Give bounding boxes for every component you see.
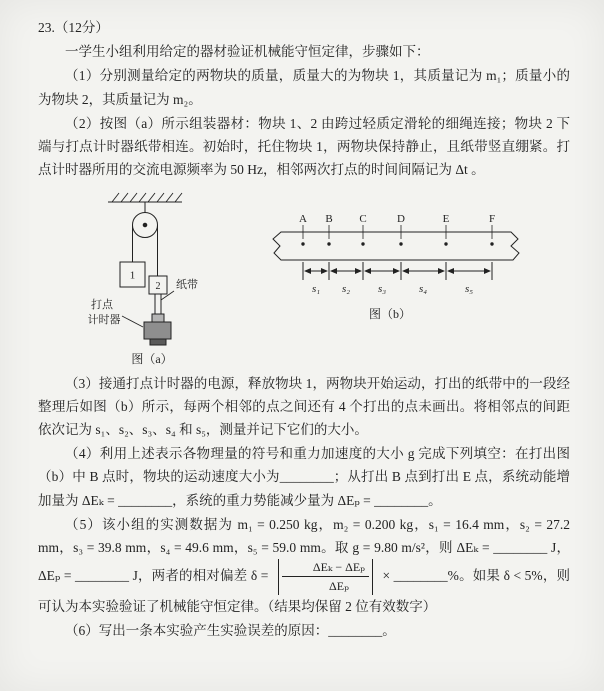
- step-5-after: × ________%。如果 δ < 5%，则可认为本实验验证了机械能守恒定律。（结果均保留 2 位有效数字）: [38, 568, 571, 614]
- figures-row: [64, 186, 570, 368]
- step-4-text: （4）利用上述表示各物理量的符号和重力加速度的大小 g 完成下列填空：在打出图（b）中 B 点时，物块的运动速度大小为________；从打出 B 点到打出 E 点，系统动能增加量为 ΔEₖ = ________，系统的重力势能减少量为 ΔEₚ = ________。: [38, 446, 570, 508]
- point-label-A: A: [299, 212, 307, 225]
- interval-label-s1: s₁: [311, 282, 321, 295]
- figure-a: [64, 186, 239, 368]
- interval-label-s3: s₃: [377, 282, 387, 295]
- point-label-B: B: [325, 212, 333, 225]
- interval-labels: [312, 283, 473, 295]
- tape-dots: [301, 242, 493, 245]
- paper-tape-outline: [273, 232, 519, 260]
- block-2-label: 2: [155, 280, 161, 292]
- ticker-timer: [144, 314, 171, 345]
- abs-bar-left: [278, 559, 279, 594]
- timer-leader-line: [122, 316, 143, 327]
- interval-label-s5: s₅: [464, 282, 474, 295]
- point-label-F: F: [488, 212, 496, 225]
- interval-label-s2: s₂: [341, 282, 351, 295]
- figure-a-caption: 图（a）: [131, 351, 173, 366]
- point-label-E: E: [442, 212, 450, 225]
- figure-b-caption: 图（b）: [368, 306, 412, 321]
- tape-point-letters: [299, 213, 495, 225]
- point-label-C: C: [359, 212, 367, 225]
- fraction: [282, 559, 369, 594]
- point-label-D: D: [397, 212, 405, 225]
- fraction-denominator: ΔEₚ: [329, 579, 349, 594]
- step-5-text: [38, 513, 570, 618]
- pulley-axle: [143, 223, 147, 227]
- apparatus-diagram-svg: [64, 186, 239, 368]
- relative-deviation-formula: [275, 559, 376, 594]
- ceiling-hatching: [112, 193, 182, 202]
- tape-label: 纸带: [176, 278, 198, 291]
- timer-label-line2: 计时器: [87, 313, 121, 326]
- interval-label-s4: s₄: [418, 282, 428, 295]
- step-1-text: （1）分别测量给定的两物块的质量，质量大的为物块 1，其质量记为 m₁；质量小的为物块 2，其质量记为 m₂。: [38, 68, 570, 107]
- question-number: 23.（12分）: [38, 20, 109, 35]
- tape-diagram-svg: [255, 206, 540, 338]
- intro-text: 一学生小组利用给定的器材验证机械能守恒定律，步骤如下：: [65, 44, 430, 60]
- paper-tape-vertical: [155, 294, 161, 316]
- fraction-numerator: ΔEₖ − ΔEₚ: [282, 559, 369, 577]
- figure-b: [255, 206, 540, 338]
- step-6-text: （6）写出一条本实验产生实验误差的原因：________。: [65, 622, 396, 638]
- step-3-text: （3）接通打点计时器的电源，释放物块 1，两物块开始运动，打出的纸带中的一段经整理后如图（b）所示，每两个相邻的点之间还有 4 个打出的点未画出。将相邻点的间距依次记为 s₁、s₂、s₃、s₄ 和 s₅，测量并记下它们的大小。: [38, 375, 570, 437]
- step-5-before: （5）该小组的实测数据为 m₁ = 0.250 kg，m₂ = 0.200 kg，s₁ = 16.4 mm，s₂ = 27.2 mm，s₃ = 39.8 mm，s₄ = 49.6 mm，s₅ = 59.0 mm。取 g = 9.80 m/s²，则 ΔEₖ = ________ J，ΔEₚ = ________ J，两者的相对偏差 δ =: [38, 516, 570, 584]
- step-2-text: （2）按图（a）所示组装器材：物块 1、2 由跨过轻质定滑轮的细绳连接；物块 2 下端与打点计时器纸带相连。初始时，托住物块 1，两物块保持静止，且纸带竖直绷紧。打点计时器所用的交流电源频率为 50 Hz，相邻两次打点的时间间隔记为 Δt 。: [38, 115, 570, 178]
- block-1-label: 1: [129, 269, 136, 282]
- timer-label-line1: 打点: [91, 298, 113, 311]
- abs-bar-right: [372, 559, 373, 594]
